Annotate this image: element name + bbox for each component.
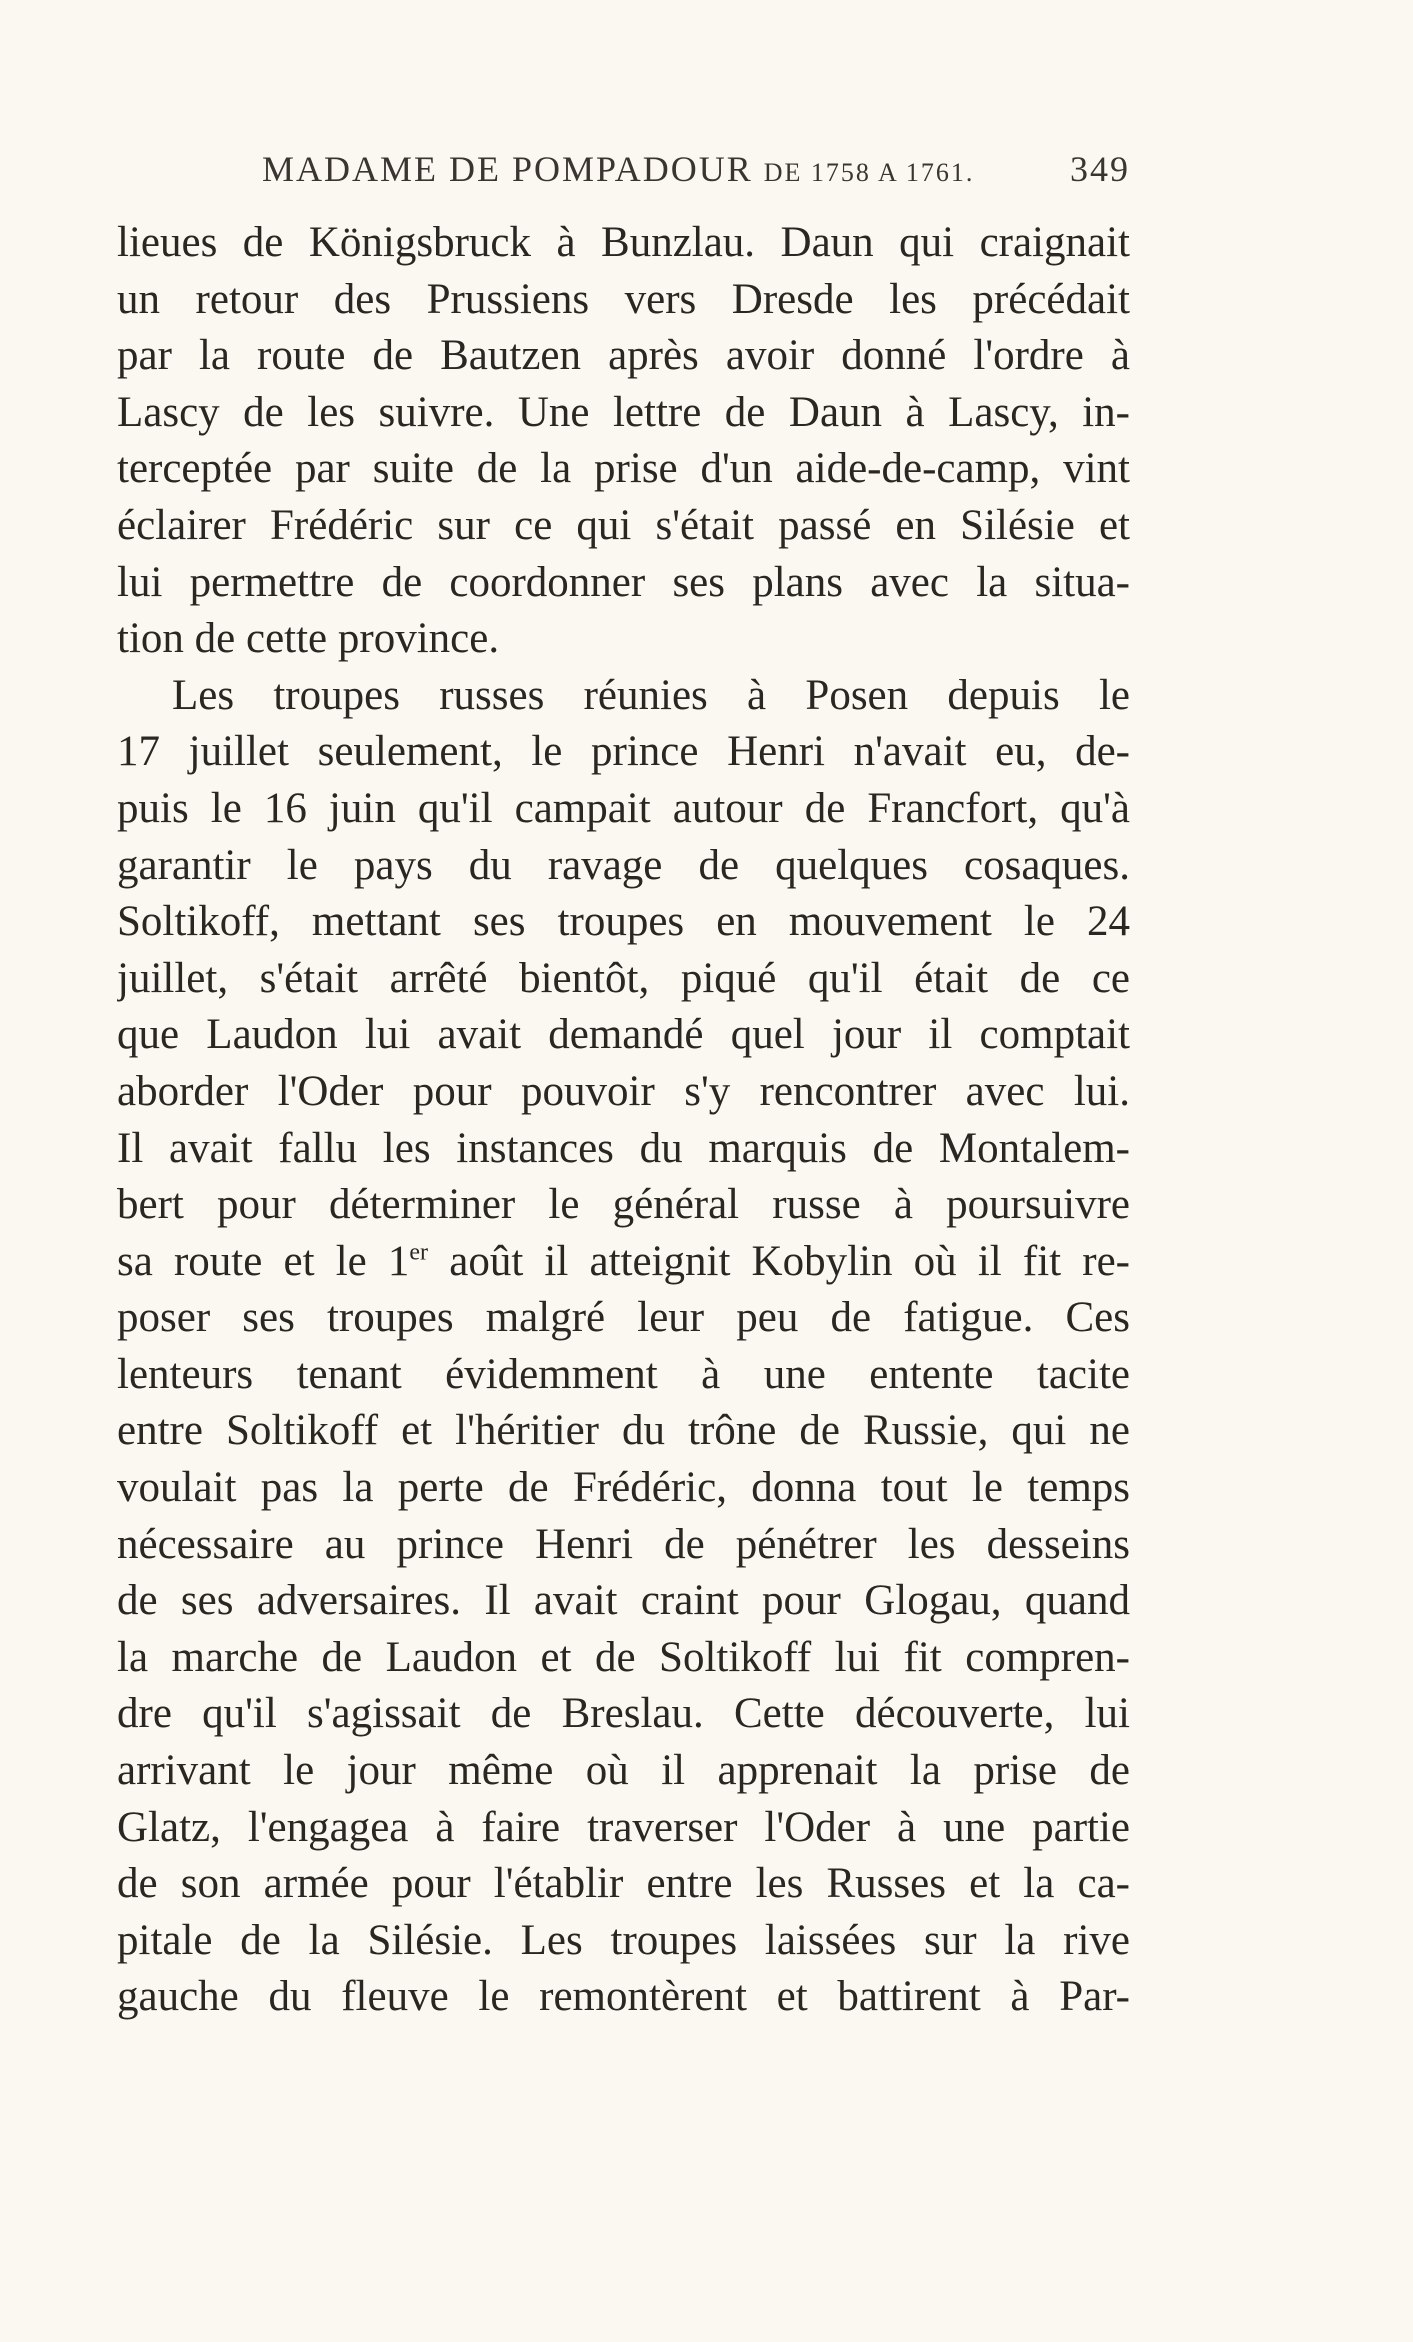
text-line: que Laudon lui avait demandé quel jour il comptait bbox=[117, 1011, 1130, 1059]
text-line: voulait pas la perte de Frédéric, donna tout le temps bbox=[117, 1464, 1130, 1512]
text-line: de son armée pour l'établir entre les Russes et la ca- bbox=[117, 1860, 1130, 1908]
text-line: lenteurs tenant évidemment à une entente tacite bbox=[117, 1350, 1130, 1398]
text-line: bert pour déterminer le général russe à poursuivre bbox=[117, 1181, 1130, 1229]
text-line: poser ses troupes malgré leur peu de fatigue. Ces bbox=[117, 1294, 1130, 1342]
text-fragment: sa route et le 1 bbox=[117, 1237, 410, 1285]
text-line: arrivant le jour même où il apprenait la prise de bbox=[117, 1747, 1130, 1795]
text-line: Lascy de les suivre. Une lettre de Daun à Lascy, in- bbox=[117, 388, 1130, 436]
text-line: Glatz, l'engagea à faire traverser l'Oder à une partie bbox=[117, 1803, 1130, 1851]
page-number: 349 bbox=[1070, 149, 1130, 189]
text-line: pitale de la Silésie. Les troupes laissées sur la rive bbox=[117, 1916, 1130, 1964]
text-line bbox=[117, 1234, 1130, 1291]
text-line: aborder l'Oder pour pouvoir s'y rencontrer avec lui. bbox=[117, 1067, 1130, 1115]
running-title-main: MADAME DE POMPADOUR bbox=[262, 149, 753, 189]
text-line: Soltikoff, mettant ses troupes en mouvement le 24 bbox=[117, 898, 1130, 946]
text-line: lieues de Königsbruck à Bunzlau. Daun qui craignait bbox=[117, 219, 1130, 266]
text-line: entre Soltikoff et l'héritier du trône de Russie, qui ne bbox=[117, 1407, 1130, 1455]
text-line: garantir le pays du ravage de quelques cosaques. bbox=[117, 841, 1130, 889]
text-line: lui permettre de coordonner ses plans avec la situa- bbox=[117, 558, 1130, 606]
paragraph bbox=[117, 668, 1130, 2026]
text-line: Les troupes russes réunies à Posen depuis le bbox=[172, 671, 1130, 719]
text-line: de ses adversaires. Il avait craint pour Glogau, quand bbox=[117, 1577, 1130, 1625]
text-line: terceptée par suite de la prise d'un aide-de-camp, vint bbox=[117, 445, 1130, 493]
text-line: 17 juillet seulement, le prince Henri n'avait eu, de- bbox=[117, 728, 1130, 776]
text-line: dre qu'il s'agissait de Breslau. Cette découverte, lui bbox=[117, 1690, 1130, 1738]
running-header bbox=[120, 148, 1130, 198]
running-title-dates: DE 1758 A 1761. bbox=[763, 158, 975, 187]
text-line: la marche de Laudon et de Soltikoff lui fit compren- bbox=[117, 1633, 1130, 1681]
superscript: er bbox=[409, 1239, 429, 1266]
text-line: puis le 16 juin qu'il campait autour de Francfort, qu'à bbox=[117, 784, 1130, 832]
text-line: Il avait fallu les instances du marquis de Montalem- bbox=[117, 1124, 1130, 1172]
running-title bbox=[262, 148, 974, 190]
text-line: un retour des Prussiens vers Dresde les précédait bbox=[117, 275, 1130, 323]
text-line: juillet, s'était arrêté bientôt, piqué qu'il était de ce bbox=[117, 954, 1130, 1002]
text-line: éclairer Frédéric sur ce qui s'était passé en Silésie et bbox=[117, 501, 1130, 549]
text-fragment: août il atteignit Kobylin où il fit re- bbox=[428, 1237, 1130, 1285]
paragraph bbox=[117, 215, 1130, 668]
text-line: par la route de Bautzen après avoir donné l'ordre à bbox=[117, 332, 1130, 380]
text-line: nécessaire au prince Henri de pénétrer les desseins bbox=[117, 1520, 1130, 1568]
text-line: tion de cette province. bbox=[117, 615, 500, 663]
body-text bbox=[117, 215, 1130, 2026]
text-line: gauche du fleuve le remontèrent et battirent à Par- bbox=[117, 1973, 1130, 2021]
